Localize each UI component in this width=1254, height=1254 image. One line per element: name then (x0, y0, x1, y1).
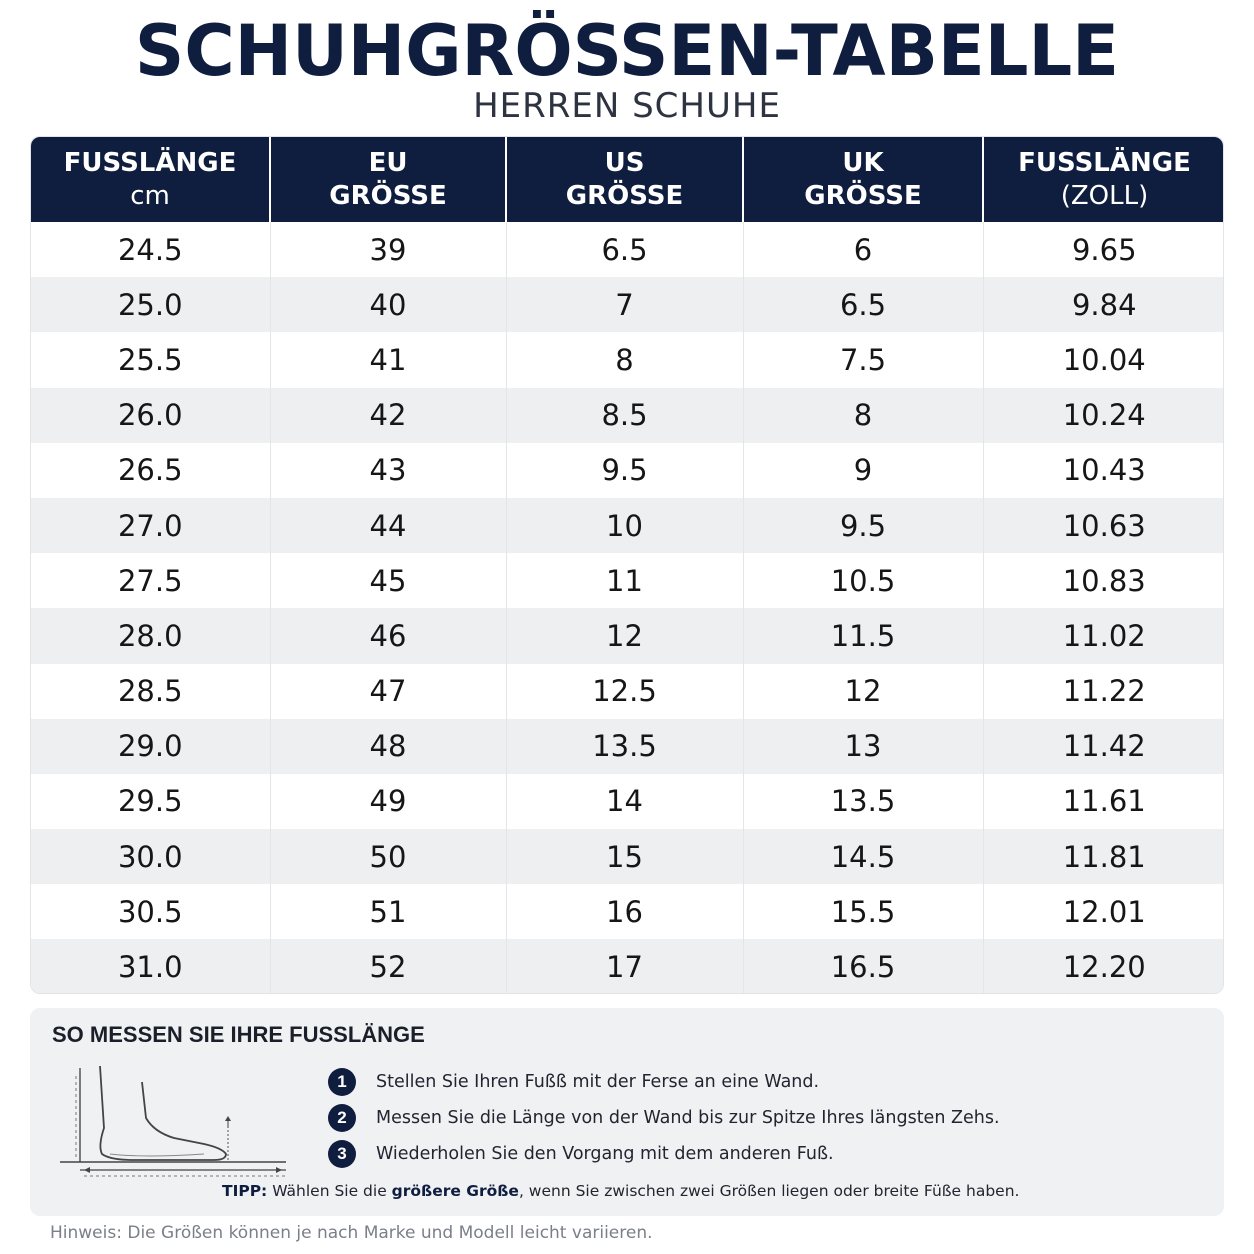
table-cell: 12.20 (983, 939, 1224, 994)
page-subtitle: HERREN SCHUHE (473, 86, 781, 126)
table-cell: 10.83 (983, 553, 1224, 608)
table-row (31, 664, 1224, 719)
table-cell: 39 (270, 222, 506, 277)
table-cell: 6 (743, 222, 983, 277)
table-cell: 16.5 (743, 939, 983, 994)
tip-text (222, 1182, 1019, 1200)
table-cell: 10.63 (983, 498, 1224, 553)
header-unit: (ZOLL) (1060, 180, 1149, 211)
table-cell: 12 (743, 664, 983, 719)
table-cell: 9 (743, 443, 983, 498)
table-cell: 28.5 (31, 664, 270, 719)
table-cell: 47 (270, 664, 506, 719)
header-unit: GRÖSSE (804, 180, 922, 211)
table-cell: 25.5 (31, 332, 270, 387)
table-cell: 52 (270, 939, 506, 994)
step-number-badge: 1 (328, 1068, 356, 1096)
table-cell: 50 (270, 829, 506, 884)
header-label: US (604, 147, 645, 178)
table-cell: 11.5 (743, 608, 983, 663)
table-row (31, 332, 1224, 387)
table-row (31, 443, 1224, 498)
table-cell: 13.5 (506, 719, 743, 774)
table-cell: 8 (743, 388, 983, 443)
header-foot-length-cm (31, 137, 270, 222)
table-cell: 30.5 (31, 884, 270, 939)
table-cell: 25.0 (31, 277, 270, 332)
table-cell: 44 (270, 498, 506, 553)
table-cell: 26.0 (31, 388, 270, 443)
table-cell: 43 (270, 443, 506, 498)
table-cell: 29.5 (31, 774, 270, 829)
table-cell: 31.0 (31, 939, 270, 994)
table-cell: 6.5 (506, 222, 743, 277)
table-row (31, 222, 1224, 277)
measure-panel (30, 1008, 1224, 1216)
table-cell: 15.5 (743, 884, 983, 939)
foot-measure-icon (54, 1058, 294, 1188)
header-us-size (506, 137, 743, 222)
table-cell: 10.04 (983, 332, 1224, 387)
table-cell: 7 (506, 277, 743, 332)
table-cell: 11.02 (983, 608, 1224, 663)
step-text: Stellen Sie Ihren Fußß mit der Ferse an eine Wand. (376, 1072, 820, 1092)
table-cell: 9.65 (983, 222, 1224, 277)
table-cell: 40 (270, 277, 506, 332)
tip-text-after: , wenn Sie zwischen zwei Größen liegen oder breite Füße haben. (518, 1182, 1020, 1200)
step-text: Messen Sie die Länge von der Wand bis zur Spitze Ihres längsten Zehs. (376, 1108, 1000, 1128)
header-label: FUSSLÄNGE (1018, 147, 1191, 178)
table-row (31, 774, 1224, 829)
table-row (31, 719, 1224, 774)
table-cell: 41 (270, 332, 506, 387)
table-cell: 14.5 (743, 829, 983, 884)
table-cell: 9.5 (506, 443, 743, 498)
step-item (328, 1136, 1000, 1172)
tip-emphasis: größere Größe (391, 1182, 519, 1200)
header-unit: cm (130, 180, 170, 211)
table-cell: 12.5 (506, 664, 743, 719)
table-cell: 30.0 (31, 829, 270, 884)
measure-steps (328, 1064, 1000, 1172)
table-row (31, 553, 1224, 608)
header-label: EU (368, 147, 408, 178)
table-cell: 11.81 (983, 829, 1224, 884)
table-cell: 15 (506, 829, 743, 884)
table-cell: 27.5 (31, 553, 270, 608)
tip-text-before: Wählen Sie die (267, 1182, 392, 1200)
table-cell: 45 (270, 553, 506, 608)
table-cell: 10.43 (983, 443, 1224, 498)
table-cell: 11.61 (983, 774, 1224, 829)
table-cell: 9.84 (983, 277, 1224, 332)
disclaimer-note: Hinweis: Die Größen können je nach Marke und Modell leicht variieren. (50, 1223, 653, 1243)
table-row (31, 498, 1224, 553)
table-cell: 11.22 (983, 664, 1224, 719)
table-row (31, 829, 1224, 884)
step-text: Wiederholen Sie den Vorgang mit dem anderen Fuß. (376, 1144, 834, 1164)
header-uk-size (743, 137, 983, 222)
table-cell: 14 (506, 774, 743, 829)
table-cell: 26.5 (31, 443, 270, 498)
size-table (30, 136, 1224, 994)
step-item (328, 1064, 1000, 1100)
step-number-badge: 3 (328, 1140, 356, 1168)
table-row (31, 939, 1224, 994)
table-row (31, 608, 1224, 663)
table-cell: 6.5 (743, 277, 983, 332)
table-cell: 29.0 (31, 719, 270, 774)
table-cell: 10.24 (983, 388, 1224, 443)
table-cell: 11 (506, 553, 743, 608)
table-cell: 11.42 (983, 719, 1224, 774)
table-cell: 12.01 (983, 884, 1224, 939)
header-foot-length-inch (983, 137, 1224, 222)
table-row (31, 884, 1224, 939)
table-cell: 28.0 (31, 608, 270, 663)
tip-label: TIPP: (222, 1182, 268, 1200)
table-cell: 24.5 (31, 222, 270, 277)
table-cell: 42 (270, 388, 506, 443)
table-cell: 10.5 (743, 553, 983, 608)
step-number-badge: 2 (328, 1104, 356, 1132)
table-cell: 46 (270, 608, 506, 663)
table-header-row (31, 137, 1224, 222)
table-cell: 13.5 (743, 774, 983, 829)
table-cell: 51 (270, 884, 506, 939)
header-unit: GRÖSSE (565, 180, 684, 211)
table-cell: 49 (270, 774, 506, 829)
page-title: SCHUHGRÖSSEN-TABELLE (134, 10, 1120, 92)
header-eu-size (270, 137, 506, 222)
table-cell: 9.5 (743, 498, 983, 553)
header-unit: GRÖSSE (329, 180, 447, 211)
table-cell: 7.5 (743, 332, 983, 387)
table-row (31, 388, 1224, 443)
table-cell: 12 (506, 608, 743, 663)
table-cell: 8 (506, 332, 743, 387)
table-cell: 16 (506, 884, 743, 939)
table-row (31, 277, 1224, 332)
table-cell: 48 (270, 719, 506, 774)
measure-title: SO MESSEN SIE IHRE FUSSLÄNGE (52, 1022, 425, 1047)
table-cell: 27.0 (31, 498, 270, 553)
table-cell: 8.5 (506, 388, 743, 443)
table-cell: 17 (506, 939, 743, 994)
table-cell: 10 (506, 498, 743, 553)
header-label: FUSSLÄNGE (63, 147, 237, 178)
table-body (31, 222, 1224, 994)
table-cell: 13 (743, 719, 983, 774)
step-item (328, 1100, 1000, 1136)
header-label: UK (842, 147, 884, 178)
